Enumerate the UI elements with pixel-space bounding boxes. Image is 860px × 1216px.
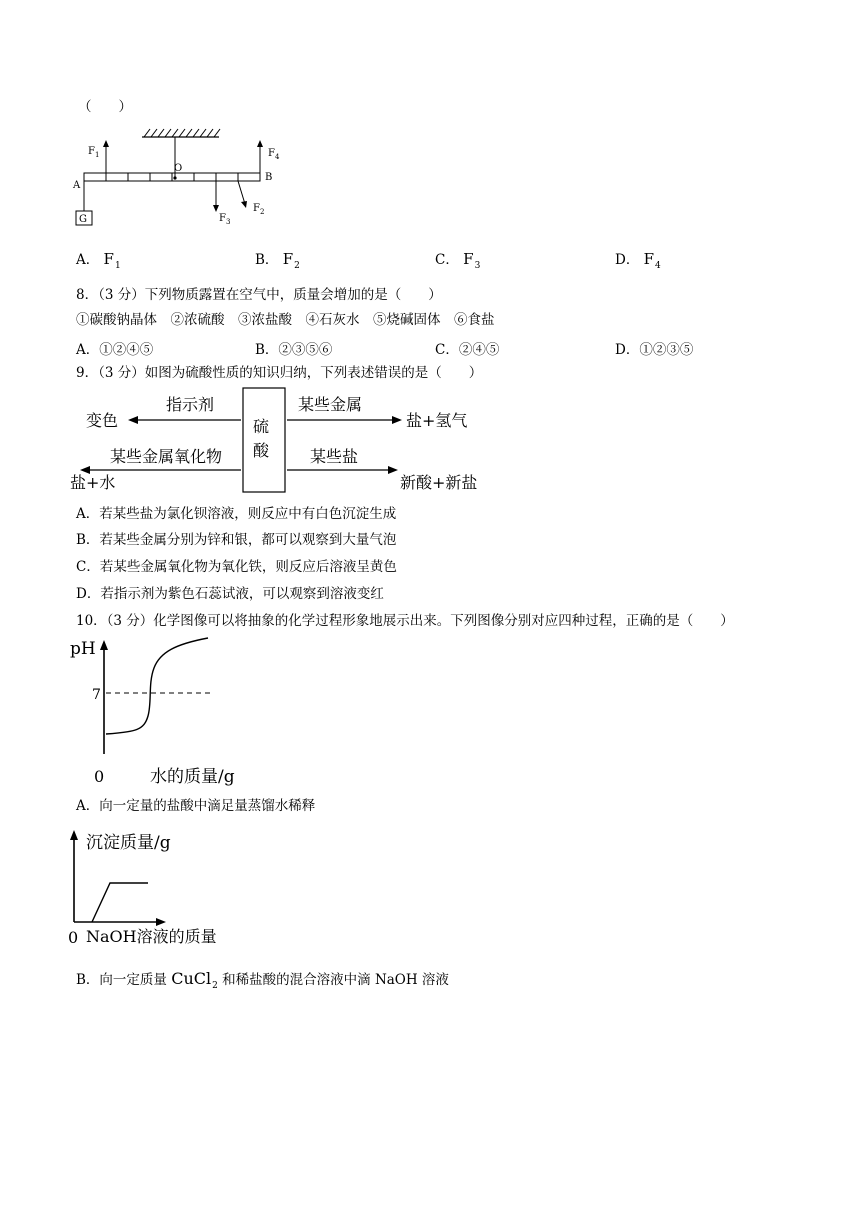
q7-option-b[interactable]: B． $F_2$: [255, 250, 300, 271]
q8-option-a[interactable]: A．①②④⑤: [76, 342, 154, 358]
label-g: G: [79, 214, 87, 225]
top-left-result: 变色: [86, 411, 119, 430]
q10-stem: 10．（3 分）化学图像可以将抽象的化学过程形象地展示出来。下列图像分别对应四种过程，正确的是（ ）: [76, 613, 734, 629]
label-f4: $F_4$: [268, 148, 280, 161]
label-f3: $F_3$: [219, 213, 231, 226]
sulfuric-acid-diagram: [66, 384, 496, 496]
q7-option-c[interactable]: C． $F_3$: [435, 250, 481, 271]
ph-graph: [66, 632, 286, 792]
center-char-bottom: 酸: [253, 441, 270, 460]
top-right-result: 盐+氢气: [406, 411, 468, 430]
label-a: A: [73, 180, 81, 191]
q8-stem: 8．（3 分）下列物质露置在空气中，质量会增加的是（ ）: [76, 287, 442, 303]
bottom-right-result: 新酸+新盐: [400, 473, 478, 492]
q9-option-d[interactable]: D．若指示剂为紫色石蕊试液，可以观察到溶液变红: [76, 586, 384, 602]
precip-y-label: 沉淀质量/g: [86, 833, 171, 853]
top-left-arrow-label: 指示剂: [166, 395, 215, 414]
ph-origin: 0: [94, 767, 105, 786]
label-o: O: [174, 163, 183, 174]
q8-option-c[interactable]: C．②④⑤: [435, 342, 500, 358]
lever-diagram: [64, 122, 294, 232]
q7-option-a[interactable]: A． $F_1$: [76, 250, 121, 271]
ph-x-label: 水的质量/g: [150, 767, 235, 787]
bottom-left-result: 盐+水: [70, 473, 116, 492]
label-f2: $F_2$: [253, 203, 265, 216]
precip-x-label: NaOH溶液的质量: [86, 927, 217, 946]
top-right-arrow-label: 某些金属: [298, 395, 363, 414]
q9-stem: 9．（3 分）如图为硫酸性质的知识归纳，下列表述错误的是（ ）: [76, 365, 483, 381]
q9-option-c[interactable]: C．若某些金属氧化物为氧化铁，则反应后溶液呈黄色: [76, 559, 397, 575]
label-f1: $F_1$: [88, 146, 100, 159]
q9-option-b[interactable]: B．若某些金属分别为锌和银，都可以观察到大量气泡: [76, 532, 397, 548]
bottom-right-arrow-label: 某些盐: [310, 447, 359, 466]
ph-y-label: pH: [70, 639, 96, 659]
q10-option-a[interactable]: A．向一定量的盐酸中滴足量蒸馏水稀释: [76, 798, 316, 814]
q7-option-d[interactable]: D． $F_4$: [615, 250, 661, 271]
q7-bracket: （ ）: [78, 99, 132, 115]
bottom-left-arrow-label: 某些金属氧化物: [110, 447, 223, 466]
q8-option-d[interactable]: D．①②③⑤: [615, 342, 694, 358]
q8-items: ①碳酸钠晶体 ②浓硫酸 ③浓盐酸 ④石灰水 ⑤烧碱固体 ⑥食盐: [76, 312, 495, 328]
precipitate-graph: [64, 822, 284, 950]
q9-option-a[interactable]: A．若某些盐为氯化钡溶液，则反应中有白色沉淀生成: [76, 506, 397, 522]
label-b: B: [265, 172, 273, 183]
ph-ref-7: 7: [92, 687, 101, 703]
q8-option-b[interactable]: B．②③⑤⑥: [255, 342, 333, 358]
precip-origin: 0: [68, 928, 79, 947]
center-char-top: 硫: [253, 417, 270, 436]
q10-option-b[interactable]: B．向一定质量 CuCl$_2$ 和稀盐酸的混合溶液中滴 NaOH 溶液: [76, 969, 449, 991]
